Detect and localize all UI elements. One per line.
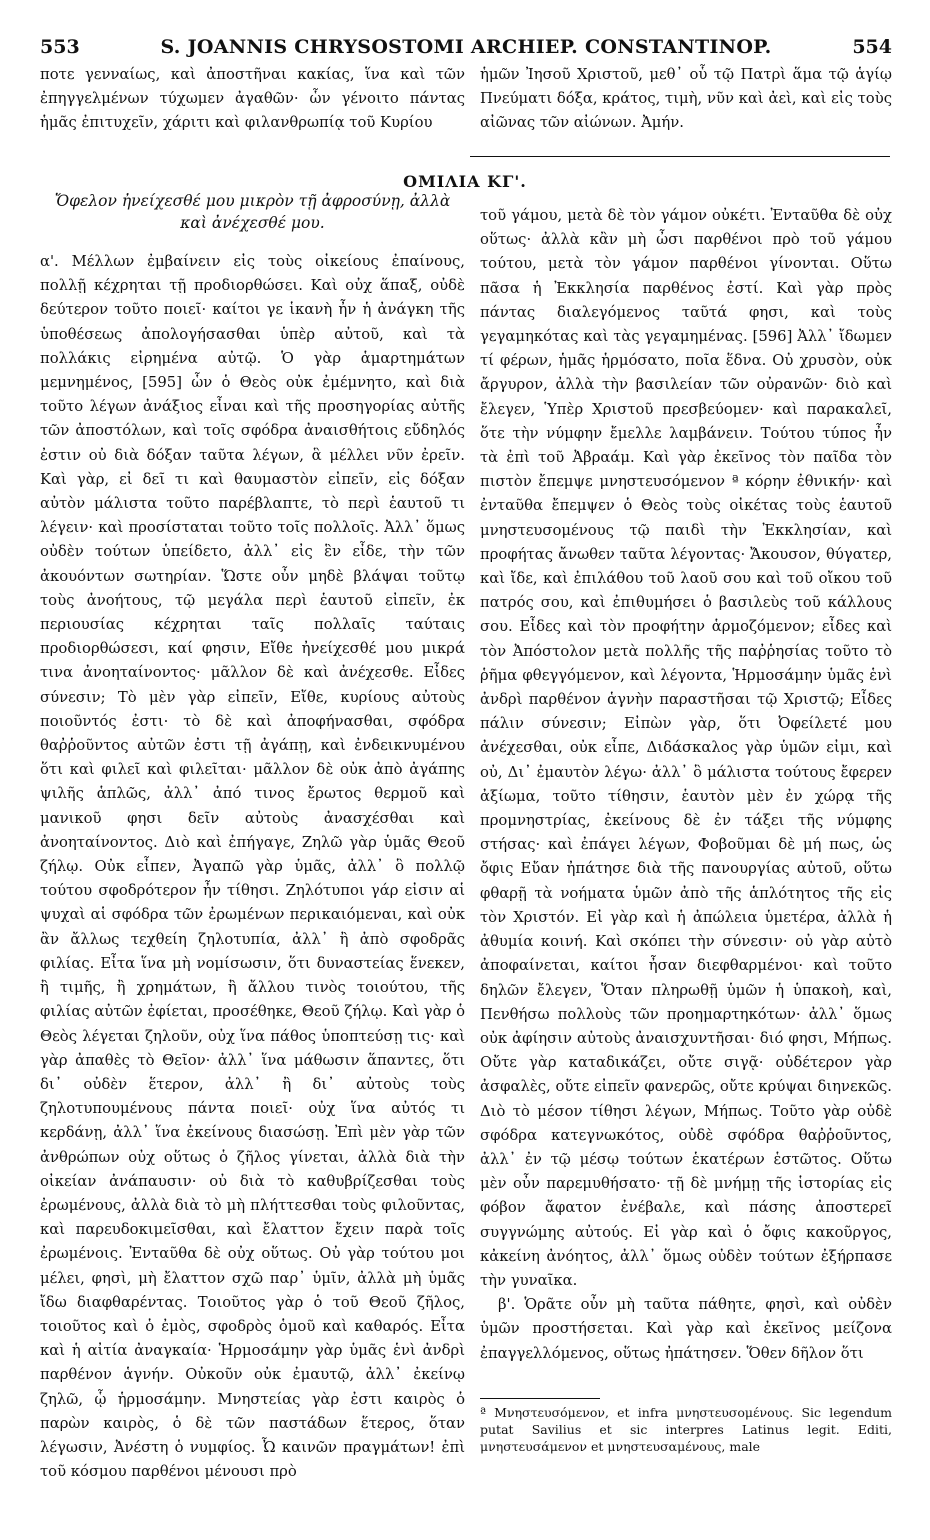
left-column	[40, 250, 465, 1490]
page-number-right: 554	[852, 36, 892, 58]
right-column	[480, 204, 892, 1392]
right-column-text: τοῦ γάμου, μετὰ δὲ τὸν γάμον οὐκέτι. Ἐνταῦθα δὲ οὐχ οὕτως· ἀλλὰ κἂν μὴ ὦσι παρθένοι πρὸ τοῦ γάμου τούτου, μετὰ τὸν γάμον παρθένοι γίνονται. Οὕτω πᾶσα ἡ Ἐκκλησία παρθένος ἐστί. Καὶ γὰρ πρὸς πάντας διαλεγόμενος ταῦτά φησι, καὶ τοὺς γεγαμηκότας καὶ τὰς γεγαμημένας. [596] Ἀλλ᾽ ἴδωμεν τί φέρων, ἡμᾶς ἡρμόσατο, ποῖα ἕδνα. Οὐ χρυσὸν, οὐκ ἄργυρον, ἀλλὰ τὴν βασιλείαν τῶν οὐρανῶν· διὸ καὶ ἔλεγεν, Ὑπὲρ Χριστοῦ πρεσβεύομεν· καὶ παρακαλεῖ, ὅτε τὴν νύμφην ἔμελλε λαμβάνειν. Τούτου τύπος ἦν τὰ ἐπὶ τοῦ Ἀβραάμ. Καὶ γὰρ ἐκεῖνος τὸν παῖδα τὸν πιστὸν ἔπεμψε μνηστευσόμενον ª κόρην ἐθνικήν· καὶ ἐνταῦθα ἔπεμψεν ὁ Θεὸς τοὺς οἰκέτας τοὺς ἑαυτοῦ μνηστευσομένους τῷ παιδὶ τὴν Ἐκκλησίαν, καὶ προφήτας ἄνωθεν ταῦτα λέγοντας· Ἄκουσον, θύγατερ, καὶ ἴδε, καὶ ἐπιλάθου τοῦ λαοῦ σου καὶ τοῦ οἴκου τοῦ πατρός σου, καὶ ἐπιθυμήσει ὁ βασιλεὺς τοῦ κάλλους σου. Εἶδες καὶ τὸν προφήτην ἁρμοζόμενον; εἶδες καὶ τὸν Ἀπόστολον μετὰ πολλῆς τῆς παῤῥησίας τοῦτο τὸ ῥῆμα φθεγγόμενον, καὶ λέγοντα, Ἡρμοσάμην ὑμᾶς ἑνὶ ἀνδρὶ παρθένον ἁγνὴν παραστῆσαι τῷ Χριστῷ; Εἶδες πάλιν σύνεσιν; Εἰπὼν γὰρ, ὅτι Ὀφείλετέ μου ἀνέχεσθαι, οὐκ εἶπε, Διδάσκαλος γὰρ ὑμῶν εἰμι, καὶ οὐ, Δι᾽ ἐμαυτὸν λέγω· ἀλλ᾽ ὃ μάλιστα τούτους ἔφερεν ἀξίωμα, τοῦτο τίθησιν, ἑαυτὸν μὲν ἐν χώρᾳ τῆς προμνηστρίας, ἐκείνους δὲ ἐν τάξει τῆς νύμφης στήσας· καὶ ἐπάγει λέγων, Φοβοῦμαι δὲ μή πως, ὡς ὄφις Εὔαν ἠπάτησε διὰ τῆς πανουργίας αὐτοῦ, οὕτω φθαρῇ τὰ νοήματα ὑμῶν ἀπὸ τῆς ἁπλότητος τῆς εἰς τὸν Χριστόν. Εἰ γὰρ καὶ ἡ ἀπώλεια ὑμετέρα, ἀλλὰ ἡ ἀθυμία κοινή. Καὶ σκόπει τὴν σύνεσιν· οὐ γὰρ αὐτὸ ἀποφαίνεται, καίτοι ἦσαν διεφθαρμένοι· καὶ τοῦτο δηλῶν ἔλεγεν, Ὅταν πληρωθῇ ὑμῶν ἡ ὑπακοὴ, καὶ, Πενθήσω πολλοὺς τῶν προημαρτηκότων· ἀλλ᾽ ὅμως οὐκ ἀφίησιν αὐτοὺς ἀναισχυντῆσαι· διό φησι, Μήπως. Οὔτε γὰρ καταδικάζει, οὔτε σιγᾷ· οὐδέτερον γὰρ ἀσφαλὲς, οὔτε εἰπεῖν φανερῶς, οὔτε κρύψαι διηνεκῶς. Διὸ τὸ μέσον τίθησι λέγων, Μήπως. Τοῦτο γὰρ οὐδὲ σφόδρα κατεγνωκότος, οὐδὲ σφόδρα θαῤῥοῦντος, ἀλλ᾽ ἐν τῷ μέσῳ τούτων ἑκατέρων ἑστῶτος. Οὕτω μὲν οὖν παρεμυθήσατο· τῇ δὲ μνήμῃ τῆς ἱστορίας εἰς φόβον ἄφατον ἐνέβαλε, καὶ πάσης ἀποστερεῖ συγγνώμης αὐτούς. Εἰ γὰρ καὶ ὁ ὄφις κακοῦργος, κἀκείνη ἀνόητος, ἀλλ᾽ ὅμως οὐδὲν τούτων ἐξήρπασε τὴν γυναῖκα.	[480, 207, 892, 1289]
homily-title: ΟΜΙΛΙΑ ΚΓ'.	[403, 172, 527, 191]
footnote: ª Μνηστευσόμενον, et infra μνηστευσομένους. Sic legendum putat Savilius et sic interpres Latinus legit. Editi, μνηστευσάμενον et μνηστευσαμένους, male	[480, 1405, 892, 1454]
right-column-section-2: β'. Ὁρᾶτε οὖν μὴ ταῦτα πάθητε, φησὶ, καὶ οὐδὲν ὑμῶν προστήσεται. Καὶ γὰρ καὶ ἐκεῖνος μείζονα ἐπαγγελλόμενος, οὕτως ἠπάτησεν. Ὅθεν δῆλον ὅτι	[480, 1296, 892, 1362]
left-column-text: α'. Μέλλων ἐμβαίνειν εἰς τοὺς οἰκείους ἐπαίνους, πολλῇ κέχρηται τῇ προδιορθώσει. Καὶ οὐχ ἅπαξ, οὐδὲ δεύτερον τοῦτο ποιεῖ· καίτοι γε ἱκανὴ ἦν ἡ ἀνάγκη τῆς ὑποθέσεως ἀπολογήσασθαι ὑπὲρ αὐτοῦ, καὶ τὰ πολλάκις εἰρημένα αὐτῷ. Ὁ γὰρ ἁμαρτημάτων μεμνημένος, [595] ὧν ὁ Θεὸς οὐκ ἐμέμνητο, καὶ διὰ τοῦτο λέγων ἀνάξιος εἶναι καὶ τῆς προσηγορίας αὐτῆς τῶν ἀποστόλων, καὶ τοῖς σφόδρα ἀναισθήτοις εὔδηλός ἐστιν οὐ διὰ δόξαν ταῦτα λέγων, ἃ μέλλει νῦν ἐρεῖν. Καὶ γὰρ, εἰ δεῖ τι καὶ θαυμαστὸν εἰπεῖν, εἰς δόξαν αὐτὸν μάλιστα τοῦτο παρέβλαπτε, τὸ περὶ ἑαυτοῦ τι λέγειν· καὶ προσίσταται τοῦτο τοῖς πολλοῖς. Ἀλλ᾽ ὅμως οὐδὲν τούτων ὑπείδετο, ἀλλ᾽ εἰς ἓν εἶδε, τὴν τῶν ἀκουόντων σωτηρίαν. Ὥστε οὖν μηδὲ βλάψαι τοῦτῳ τοὺς ἀνοήτους, τῷ μεγάλα περὶ ἑαυτοῦ εἰπεῖν, ἐκ περιουσίας κέχρηται ταῖς πολλαῖς ταύταις προδιορθώσεσι, καί φησιν, Εἴθε ἠνείχεσθέ μου μικρά τινα ἀνοηταίνοντος· μᾶλλον δὲ καὶ ἀνέχεσθε. Εἶδες σύνεσιν; Τὸ μὲν γὰρ εἰπεῖν, Εἴθε, κυρίους αὐτοὺς ποιοῦντός ἐστι· τὸ δὲ καὶ ἀποφήνασθαι, σφόδρα θαῤῥοῦντος αὐτῶν ἐστι τῇ ἀγάπῃ, καὶ ἐνδεικνυμένου ὅτι καὶ φιλεῖ καὶ φιλεῖται· μᾶλλον δὲ οὐκ ἀπὸ ἀγάπης ψιλῆς ἁπλῶς, ἀλλ᾽ ἀπό τινος ἔρωτος θερμοῦ καὶ μανικοῦ φησι δεῖν αὐτοὺς ἀνασχέσθαι καὶ ἀνοηταίνοντος. Διὸ καὶ ἐπήγαγε, Ζηλῶ γὰρ ὑμᾶς Θεοῦ ζήλῳ. Οὐκ εἶπεν, Ἀγαπῶ γὰρ ὑμᾶς, ἀλλ᾽ ὃ πολλῷ τούτου σφοδρότερον ἦν τίθησι. Ζηλότυποι γάρ εἰσιν αἱ ψυχαὶ αἱ σφόδρα τῶν ἐρωμένων περικαιόμεναι, καὶ οὐκ ἂν ἄλλως τεχθείη ζηλοτυπία, ἀλλ᾽ ἢ ἀπὸ σφοδρᾶς φιλίας. Εἶτα ἵνα μὴ νομίσωσιν, ὅτι δυναστείας ἕνεκεν, ἢ τιμῆς, ἢ χρημάτων, ἢ ἄλλου τινὸς τοιούτου, τῆς φιλίας αὐτῶν ἐφίεται, προσέθηκε, Θεοῦ ζήλῳ. Καὶ γὰρ ὁ Θεὸς λέγεται ζηλοῦν, οὐχ ἵνα πάθος ὑποπτεύσῃ τις· καὶ γὰρ ἀπαθὲς τὸ Θεῖον· ἀλλ᾽ ἵνα μάθωσιν ἅπαντες, ὅτι δι᾽ οὐδὲν ἕτερον, ἀλλ᾽ ἢ δι᾽ αὐτοὺς τοὺς ζηλοτυπουμένους πάντα ποιεῖ· οὐχ ἵνα αὐτός τι κερδάνῃ, ἀλλ᾽ ἵνα ἐκείνους διασώσῃ. Ἐπὶ μὲν γὰρ τῶν ἀνθρώπων οὐχ οὕτως ὁ ζῆλος γίνεται, ἀλλὰ διὰ τὴν οἰκείαν ἀνάπαυσιν· οὐ διὰ τὸ καθυβρίζεσθαι τοὺς ἐρωμένους, ἀλλὰ διὰ τὸ μὴ πλήττεσθαι τοὺς φιλοῦντας, καὶ παρευδοκιμεῖσθαι, καὶ ἔλαττον ἔχειν παρὰ τοῖς ἐρωμένοις. Ἐνταῦθα δὲ οὐχ οὕτως. Οὐ γὰρ τούτου μοι μέλει, φησὶ, μὴ ἔλαττον σχῶ παρ᾽ ὑμῖν, ἀλλὰ μὴ ὑμᾶς ἴδω διαφθαρέντας. Τοιοῦτος γὰρ ὁ τοῦ Θεοῦ ζῆλος, τοιοῦτος καὶ ὁ ἐμὸς, σφοδρὸς ὁμοῦ καὶ καθαρός. Εἶτα καὶ ἡ αἰτία ἀναγκαία· Ἡρμοσάμην γὰρ ὑμᾶς ἑνὶ ἀνδρὶ παρθένον ἁγνήν. Οὐκοῦν οὐκ ἐμαυτῷ, ἀλλ᾽ ἐκείνῳ ζηλῶ, ᾧ ἡρμοσάμην. Μνηστείας γὰρ ἐστι καιρὸς ὁ παρὼν καιρὸς, ὁ δὲ τῶν παστάδων ἕτερος, ὅταν λέγωσιν, Ἀνέστη ὁ νυμφίος. Ὦ καινῶν πραγμάτων! ἐπὶ τοῦ κόσμου παρθένοι μένουσι πρὸ	[40, 253, 465, 1481]
page-number-left: 553	[40, 36, 80, 58]
top-right-paragraph: ἡμῶν Ἰησοῦ Χριστοῦ, μεθ᾽ οὗ τῷ Πατρὶ ἅμα τῷ ἁγίῳ Πνεύματι δόξα, κράτος, τιμὴ, νῦν καὶ ἀεὶ, καὶ εἰς τοὺς αἰῶνας τῶν αἰώνων. Ἀμήν.	[480, 66, 892, 132]
top-left-text	[40, 63, 465, 145]
running-header	[40, 36, 892, 60]
epigraph: Ὄφελον ἠνείχεσθέ μου μικρὸν τῇ ἀφροσύνῃ, ἀλλὰ καὶ ἀνέχεσθέ μου.	[54, 192, 451, 232]
footnote-rule	[480, 1398, 600, 1399]
section-rule	[470, 156, 890, 157]
running-title: S. JOANNIS CHRYSOSTOMI ARCHIEP. CONSTANTINOP.	[160, 36, 772, 58]
top-right-text	[480, 63, 892, 145]
top-left-paragraph: ποτε γενναίως, καὶ ἀποστῆναι κακίας, ἵνα καὶ τῶν ἐπηγγελμένων τύχωμεν ἀγαθῶν· ὧν γένοιτο πάντας ἡμᾶς ἐπιτυχεῖν, χάριτι καὶ φιλανθρωπίᾳ τοῦ Κυρίου	[40, 66, 465, 132]
